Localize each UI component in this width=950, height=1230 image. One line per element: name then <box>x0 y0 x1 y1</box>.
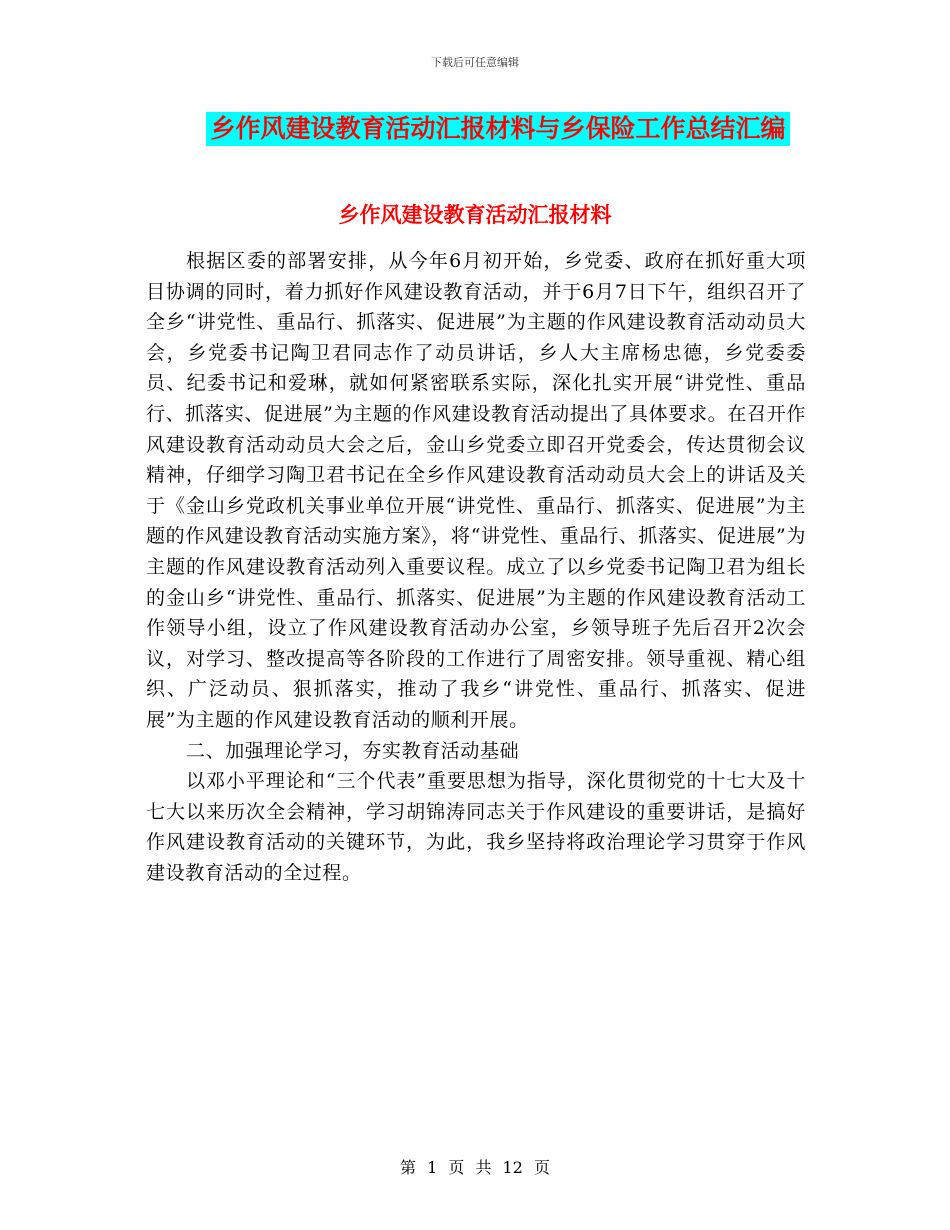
document-title-container <box>0 112 950 146</box>
paragraph-3: 以邓小平理论和“三个代表”重要思想为指导，深化贯彻党的十七大及十七大以来历次全会精神，学习胡锦涛同志关于作风建设的重要讲话，是搞好作风建设教育活动的关键环节，为此，我乡坚持将政治理论学习贯穿于作风建设教育活动的全过程。 <box>146 770 806 884</box>
section-title: 乡作风建设教育活动汇报材料 <box>338 202 612 227</box>
paragraph-2-heading: 二、加强理论学习，夯实教育活动基础 <box>186 739 520 762</box>
paragraph-1: 根据区委的部署安排，从今年6月初开始，乡党委、政府在抓好重大项目协调的同时，着力抓好作风建设教育活动，并于6月7日下午，组织召开了全乡“讲党性、重品行、抓落实、促进展”为主题的作风建设教育活动动员大会，乡党委书记陶卫君同志作了动员讲话，乡人大主席杨忠德，乡党委委员、纪委书记和爱琳，就如何紧密联系实际，深化扎实开展“讲党性、重品行、抓落实、促进展”为主题的作风建设教育活动提出了具体要求。在召开作风建设教育活动动员大会之后，金山乡党委立即召开党委会，传达贯彻会议精神，仔细学习陶卫君书记在全乡作风建设教育活动动员大会上的讲话及关于《金山乡党政机关事业单位开展“讲党性、重品行、抓落实、促进展”为主题的作风建设教育活动实施方案》，将“讲党性、重品行、抓落实、促进展”为主题的作风建设教育活动列入重要议程。成立了以乡党委书记陶卫君为组长的金山乡“讲党性、重品行、抓落实、促进展”为主题的作风建设教育活动工作领导小组，设立了作风建设教育活动办公室，乡领导班子先后召开2次会议，对学习、整改提高等各阶段的工作进行了周密安排。领导重视、精心组织、广泛动员、狠抓落实，推动了我乡“讲党性、重品行、抓落实、促进展”为主题的作风建设教育活动的顺利开展。 <box>146 250 806 731</box>
page-header: 下载后可任意编辑 <box>431 56 519 69</box>
document-title: 乡作风建设教育活动汇报材料与乡保险工作总结汇编 <box>206 112 789 146</box>
document-body <box>146 246 806 888</box>
page-footer: 第 1 页 共 12 页 <box>400 1158 550 1177</box>
